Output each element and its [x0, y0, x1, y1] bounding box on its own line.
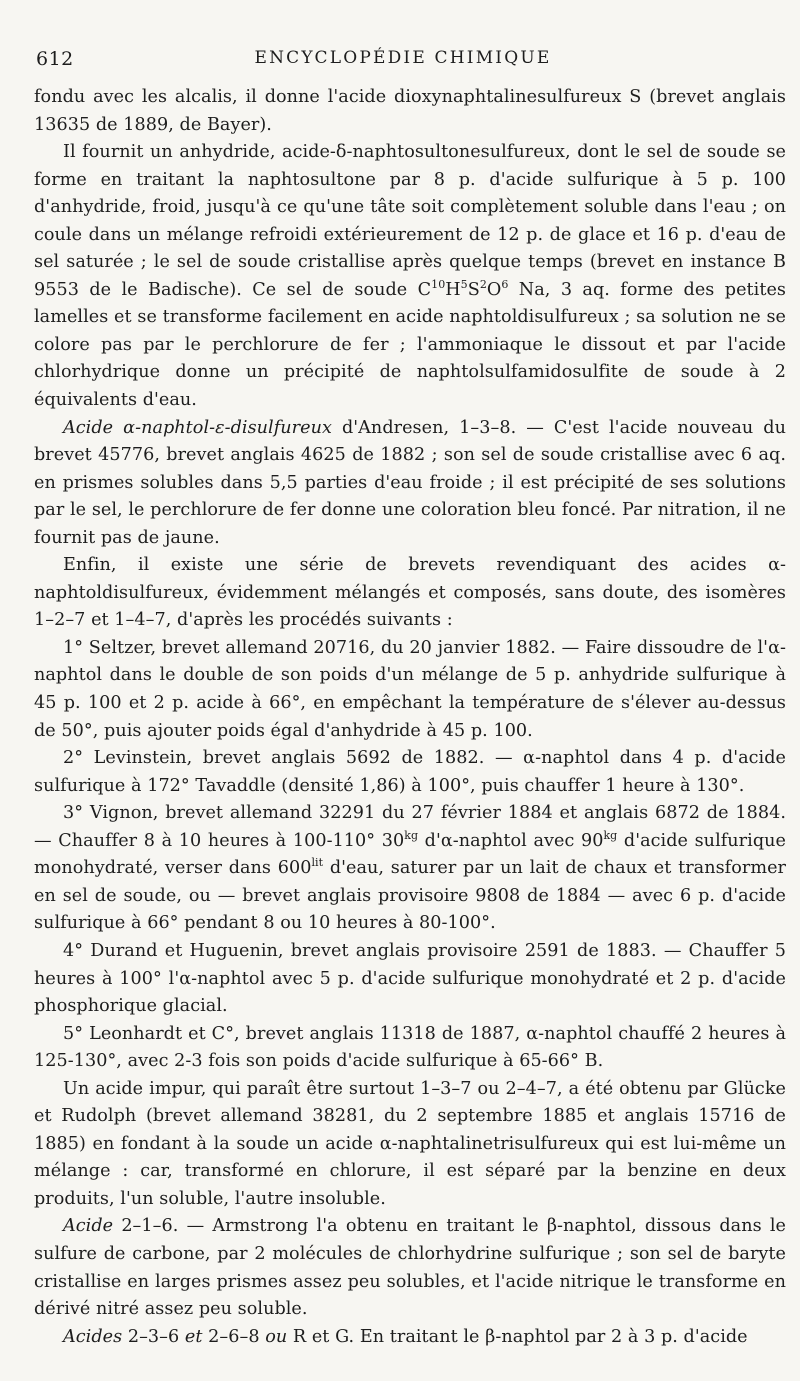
paragraph: 1° Seltzer, brevet allemand 20716, du 20 janvier 1882. — Faire dissoudre de l'α-naphtol dans le double de son poids d'un mélange de 5 p. anhydride sulfurique à 45 p. 100 et 2 p. acide à 66°, en empêchant la température de s'élever au-dessus de 50°, puis ajouter poids égal d'anhydride à 45 p. 100.: [34, 637, 786, 741]
running-title: ENCYCLOPÉDIE CHIMIQUE: [254, 48, 552, 68]
paragraph: Enfin, il existe une série de brevets revendiquant des acides α-naphtoldisulfureux, évidemment mélangés et composés, sans doute, des isomères 1–2–7 et 1–4–7, d'après les procédés suivants :: [34, 555, 786, 631]
paragraph: 2° Levinstein, brevet anglais 5692 de 1882. — α-naphtol dans 4 p. d'acide sulfurique à 172° Tavaddle (densité 1,86) à 100°, puis chauffer 1 heure à 130°.: [34, 748, 786, 796]
page-header: [36, 44, 770, 74]
unit-lit: lit: [311, 856, 324, 870]
page-number: 612: [36, 48, 74, 70]
body-text: [34, 84, 786, 1351]
paragraph: 4° Durand et Huguenin, brevet anglais provisoire 2591 de 1883. — Chauffer 5 heures à 100° l'α-naphtol avec 5 p. d'acide sulfurique monohydraté et 2 p. d'acide phosphorique glacial.: [34, 940, 786, 1017]
paragraph: 3° Vignon, brevet allemand 32291 du 27 février 1884 et anglais 6872 de 1884. — Chauffer 8 à 10 heures à 100-110° $30^{kg}$ d'α-naphtol avec $90^{kg}$ d'acide sulfurique monohydraté, verser dans $600^{lit}$ d'eau, saturer par un lait de chaux et transformer en sel de soude, ou — brevet anglais provisoire 9808 de 1884 — avec 6 p. d'acide sulfurique à 66° pendant 8 ou 10 heures à 80-100°.: [34, 803, 786, 934]
paragraph: Un acide impur, qui paraît être surtout 1–3–7 ou 2–4–7, a été obtenu par Glücke et Rudolph (brevet allemand 38281, du 2 septembre 1885 et anglais 15716 de 1885) en fondant à la soude un acide α-naphtalinetrisulfureux qui est lui-même un mélange : car, transformé en chlorure, il est séparé par la benzine en deux produits, l'un soluble, l'autre insoluble.: [34, 1078, 786, 1209]
paragraph: fondu avec les alcalis, il donne l'acide dioxynaphtalinesulfureux S (brevet anglais 13635 de 1889, de Bayer).: [34, 87, 786, 135]
unit-kg: kg: [603, 828, 618, 842]
unit-kg: kg: [404, 828, 419, 842]
paragraph: Acide 2–1–6. — Armstrong l'a obtenu en traitant le β-naphtol, dissous dans le sulfure de carbone, par 2 molécules de chlorhydrine sulfurique ; son sel de baryte cristallise en larges prismes assez peu solubles, et l'acide nitrique le transforme en dérivé nitré assez peu soluble.: [34, 1216, 786, 1320]
paragraph: Acides 2–3–6 et 2–6–8 ou R et G. En traitant le β-naphtol par 2 à 3 p. d'acide: [63, 1326, 748, 1347]
paragraph: 5° Leonhardt et C°, brevet anglais 11318 de 1887, α-naphtol chauffé 2 heures à 125-130°, avec 2-3 fois son poids d'acide sulfurique à 65-66° B.: [34, 1023, 786, 1072]
paragraph: Acide α-naphtol-ε-disulfureux d'Andresen, 1–3–8. — C'est l'acide nouveau du brevet 45776, brevet anglais 4625 de 1882 ; son sel de soude cristallise avec 6 aq. en prismes solubles dans 5,5 parties d'eau froide ; il est précipité de ses solutions par le sel, le perchlorure de fer donne une coloration bleu foncé. Par nitration, il ne fournit pas de jaune.: [34, 417, 786, 548]
chemical-formula: $C^{10}H^5S^2O^6$: [417, 277, 509, 300]
paragraph: Il fournit un anhydride, acide-δ-naphtosultonesulfureux, dont le sel de soude se forme en traitant la naphtosultone par 8 p. d'acide sulfurique à 5 p. 100 d'anhydride, froid, jusqu'à ce qu'une tâte soit complètement soluble dans l'eau ; on coule dans un mélange refroidi extérieurement de 12 p. de glace et 16 p. d'eau de sel saturée ; le sel de soude cristallise après quelque temps (brevet en instance B 9553 de le Badische). Ce sel de soude $C^{10}H^5S^2O^6$ Na, 3 aq. forme des petites lamelles et se transforme facilement en acide naphtoldisulfureux ; sa solution ne se colore pas par le perchlorure de fer ; l'ammoniaque le dissout et par l'acide chlorhydrique donne un précipité de naphtolsulfamidosulfite de soude à 2 équivalents d'eau.: [34, 142, 786, 411]
